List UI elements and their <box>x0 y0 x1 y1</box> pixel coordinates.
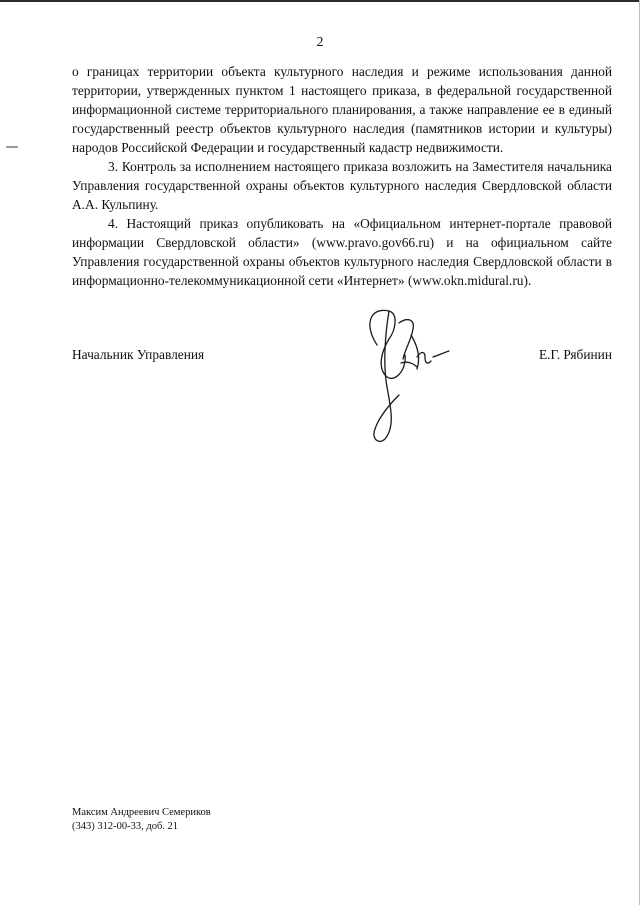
handwritten-signature <box>355 305 465 445</box>
document-body <box>72 62 612 290</box>
signatory-title: Начальник Управления <box>72 347 205 362</box>
scan-mark <box>6 146 18 148</box>
paragraph-item-4: 4. Настоящий приказ опубликовать на «Официальном интернет-портале правовой информации Свердловской области» (www.pravo.gov66.ru) и на официальном сайте Управления государственной охраны объектов культурного наследия Свердловской области в информационно-телекоммуникационной сети «Интернет» (www.okn.midural.ru). <box>72 216 612 288</box>
executor-phone: (343) 312-00-33, доб. 21 <box>72 821 179 832</box>
signature-block <box>72 345 612 365</box>
executor-name: Максим Андреевич Семериков <box>72 807 211 818</box>
page-top-border <box>0 0 640 2</box>
paragraph-continuation: о границах территории объекта культурного наследия и режиме использования данной территории, утвержденных пунктом 1 настоящего приказа, в федеральной государственной информационной системе территориального планирования, а также направление ее в единый государственный реестр объектов культурного наследия (памятников истории и культуры) народов Российской Федерации и государственный кадастр недвижимости. <box>72 64 612 155</box>
page-number: 2 <box>316 35 324 50</box>
signatory-name: Е.Г. Рябинин <box>538 347 612 362</box>
executor-footer <box>72 806 211 834</box>
paragraph-item-3: 3. Контроль за исполнением настоящего приказа возложить на Заместителя начальника Управления государственной охраны объектов культурного наследия Свердловской области А.А. Кульпину. <box>72 159 612 212</box>
